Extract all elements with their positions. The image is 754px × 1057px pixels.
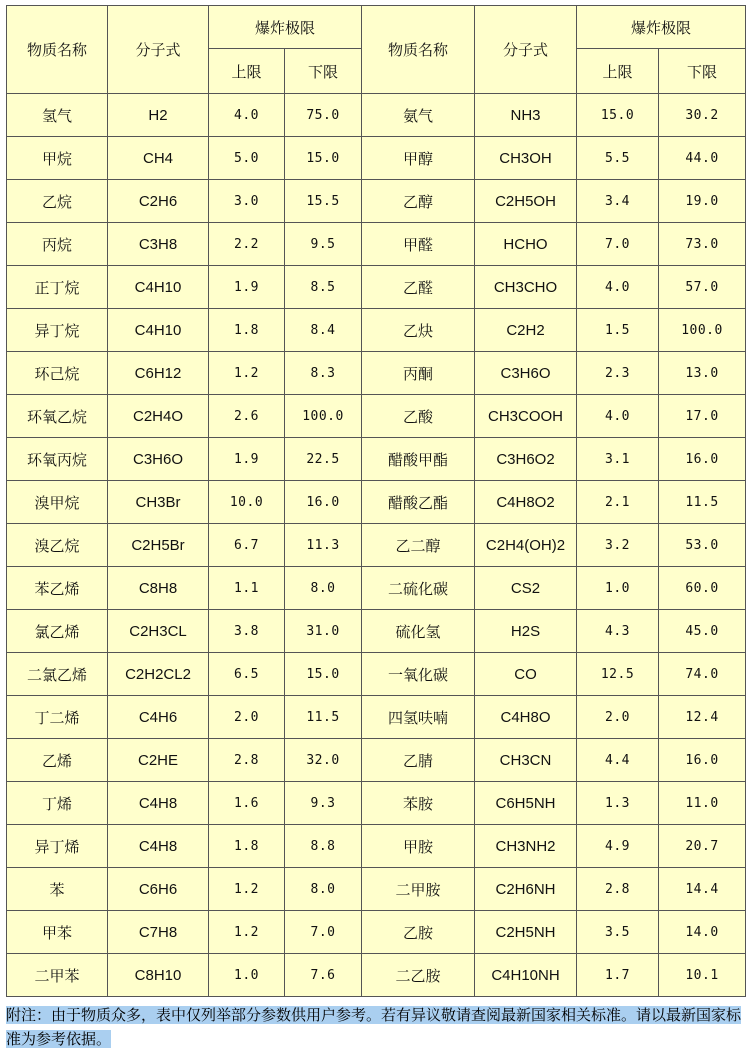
molecular-formula-right: CH3CN [475,739,577,782]
footnote [6,1003,751,1051]
lower-limit-right: 73.0 [659,223,746,266]
upper-limit-left: 2.8 [209,739,285,782]
molecular-formula-right: C2H6NH [475,868,577,911]
upper-limit-left: 2.2 [209,223,285,266]
upper-limit-right: 7.0 [577,223,659,266]
upper-limit-right: 3.4 [577,180,659,223]
lower-limit-right: 10.1 [659,954,746,997]
molecular-formula-left: H2 [108,94,209,137]
substance-name-left: 甲烷 [7,137,108,180]
lower-limit-left: 8.8 [285,825,362,868]
molecular-formula-left: CH4 [108,137,209,180]
table-row [7,481,746,524]
molecular-formula-right: C3H6O2 [475,438,577,481]
upper-limit-left: 5.0 [209,137,285,180]
molecular-formula-right: CH3CHO [475,266,577,309]
lower-limit-left: 11.3 [285,524,362,567]
header-limits-left: 爆炸极限 [209,6,362,49]
lower-limit-left: 7.6 [285,954,362,997]
molecular-formula-right: NH3 [475,94,577,137]
molecular-formula-left: C4H8 [108,782,209,825]
table-body [7,94,746,997]
upper-limit-left: 3.8 [209,610,285,653]
lower-limit-left: 15.5 [285,180,362,223]
table-row [7,266,746,309]
upper-limit-right: 3.2 [577,524,659,567]
lower-limit-left: 100.0 [285,395,362,438]
molecular-formula-left: C2H4O [108,395,209,438]
lower-limit-right: 100.0 [659,309,746,352]
substance-name-left: 异丁烷 [7,309,108,352]
upper-limit-left: 1.2 [209,868,285,911]
substance-name-right: 一氧化碳 [362,653,475,696]
substance-name-left: 苯 [7,868,108,911]
substance-name-right: 乙二醇 [362,524,475,567]
substance-name-left: 异丁烯 [7,825,108,868]
upper-limit-right: 3.1 [577,438,659,481]
lower-limit-left: 9.5 [285,223,362,266]
substance-name-right: 二甲胺 [362,868,475,911]
upper-limit-right: 4.9 [577,825,659,868]
molecular-formula-left: C6H6 [108,868,209,911]
molecular-formula-right: C3H6O [475,352,577,395]
substance-name-right: 乙胺 [362,911,475,954]
lower-limit-right: 19.0 [659,180,746,223]
lower-limit-right: 13.0 [659,352,746,395]
molecular-formula-left: C4H10 [108,309,209,352]
upper-limit-left: 10.0 [209,481,285,524]
lower-limit-right: 20.7 [659,825,746,868]
substance-name-right: 醋酸乙酯 [362,481,475,524]
substance-name-left: 乙烷 [7,180,108,223]
molecular-formula-right: CH3COOH [475,395,577,438]
lower-limit-left: 75.0 [285,94,362,137]
substance-name-right: 甲醇 [362,137,475,180]
lower-limit-right: 12.4 [659,696,746,739]
lower-limit-right: 14.0 [659,911,746,954]
table-row [7,223,746,266]
substance-name-right: 二硫化碳 [362,567,475,610]
lower-limit-left: 8.5 [285,266,362,309]
molecular-formula-right: CO [475,653,577,696]
upper-limit-right: 2.3 [577,352,659,395]
molecular-formula-right: C4H8O [475,696,577,739]
substance-name-right: 乙炔 [362,309,475,352]
header-name-left: 物质名称 [7,6,108,94]
footnote-text: 附注：由于物质众多，表中仅列举部分参数供用户参考。若有异议敬请查阅最新国家相关标准。请以最新国家标准为参考依据。 [6,1006,742,1048]
upper-limit-right: 15.0 [577,94,659,137]
molecular-formula-right: CS2 [475,567,577,610]
table-row [7,653,746,696]
substance-name-right: 乙醇 [362,180,475,223]
upper-limit-right: 1.0 [577,567,659,610]
molecular-formula-left: C2H5Br [108,524,209,567]
table-row [7,180,746,223]
lower-limit-right: 74.0 [659,653,746,696]
table-row [7,782,746,825]
lower-limit-right: 57.0 [659,266,746,309]
table-row [7,954,746,997]
upper-limit-right: 1.7 [577,954,659,997]
molecular-formula-left: C2HE [108,739,209,782]
molecular-formula-left: C4H10 [108,266,209,309]
substance-name-right: 乙酸 [362,395,475,438]
molecular-formula-right: CH3OH [475,137,577,180]
upper-limit-right: 4.3 [577,610,659,653]
molecular-formula-left: C7H8 [108,911,209,954]
table-row [7,911,746,954]
header-upper-left: 上限 [209,49,285,94]
table-row [7,438,746,481]
upper-limit-right: 4.4 [577,739,659,782]
header-formula-right: 分子式 [475,6,577,94]
molecular-formula-left: C8H8 [108,567,209,610]
substance-name-left: 环氧乙烷 [7,395,108,438]
upper-limit-left: 2.6 [209,395,285,438]
table-row [7,825,746,868]
molecular-formula-left: C2H3CL [108,610,209,653]
lower-limit-left: 11.5 [285,696,362,739]
molecular-formula-left: C4H8 [108,825,209,868]
substance-name-left: 氢气 [7,94,108,137]
upper-limit-left: 2.0 [209,696,285,739]
molecular-formula-right: C4H10NH [475,954,577,997]
upper-limit-left: 4.0 [209,94,285,137]
upper-limit-right: 1.5 [577,309,659,352]
molecular-formula-right: C4H8O2 [475,481,577,524]
upper-limit-left: 1.9 [209,266,285,309]
lower-limit-right: 16.0 [659,739,746,782]
lower-limit-right: 11.5 [659,481,746,524]
lower-limit-right: 44.0 [659,137,746,180]
lower-limit-right: 16.0 [659,438,746,481]
upper-limit-right: 5.5 [577,137,659,180]
lower-limit-right: 14.4 [659,868,746,911]
molecular-formula-left: CH3Br [108,481,209,524]
lower-limit-left: 8.4 [285,309,362,352]
lower-limit-left: 16.0 [285,481,362,524]
lower-limit-left: 7.0 [285,911,362,954]
substance-name-right: 苯胺 [362,782,475,825]
header-lower-left: 下限 [285,49,362,94]
lower-limit-left: 15.0 [285,137,362,180]
lower-limit-right: 11.0 [659,782,746,825]
lower-limit-left: 32.0 [285,739,362,782]
molecular-formula-left: C4H6 [108,696,209,739]
header-upper-right: 上限 [577,49,659,94]
table-row [7,567,746,610]
substance-name-right: 乙醛 [362,266,475,309]
upper-limit-left: 1.2 [209,911,285,954]
substance-name-right: 乙腈 [362,739,475,782]
table-row [7,610,746,653]
upper-limit-left: 6.5 [209,653,285,696]
upper-limit-left: 1.8 [209,309,285,352]
molecular-formula-right: H2S [475,610,577,653]
lower-limit-right: 30.2 [659,94,746,137]
table-row [7,868,746,911]
substance-name-right: 四氢呋喃 [362,696,475,739]
upper-limit-left: 1.9 [209,438,285,481]
substance-name-right: 醋酸甲酯 [362,438,475,481]
molecular-formula-left: C6H12 [108,352,209,395]
molecular-formula-right: C2H5NH [475,911,577,954]
molecular-formula-right: HCHO [475,223,577,266]
molecular-formula-right: C2H4(OH)2 [475,524,577,567]
upper-limit-left: 1.2 [209,352,285,395]
table-row [7,352,746,395]
table-row [7,696,746,739]
upper-limit-right: 1.3 [577,782,659,825]
substance-name-right: 甲醛 [362,223,475,266]
substance-name-left: 溴乙烷 [7,524,108,567]
upper-limit-left: 1.8 [209,825,285,868]
substance-name-left: 二甲苯 [7,954,108,997]
molecular-formula-left: C2H2CL2 [108,653,209,696]
substance-name-left: 丁烯 [7,782,108,825]
lower-limit-left: 9.3 [285,782,362,825]
table-row [7,395,746,438]
header-lower-right: 下限 [659,49,746,94]
molecular-formula-right: C2H2 [475,309,577,352]
upper-limit-left: 1.6 [209,782,285,825]
substance-name-left: 正丁烷 [7,266,108,309]
substance-name-left: 环己烷 [7,352,108,395]
table-row [7,137,746,180]
table-row [7,739,746,782]
lower-limit-left: 15.0 [285,653,362,696]
substance-name-left: 氯乙烯 [7,610,108,653]
lower-limit-left: 22.5 [285,438,362,481]
substance-name-right: 甲胺 [362,825,475,868]
molecular-formula-right: C2H5OH [475,180,577,223]
header-limits-right: 爆炸极限 [577,6,746,49]
substance-name-left: 环氧丙烷 [7,438,108,481]
lower-limit-right: 45.0 [659,610,746,653]
lower-limit-left: 31.0 [285,610,362,653]
substance-name-left: 丁二烯 [7,696,108,739]
substance-name-left: 二氯乙烯 [7,653,108,696]
table-row [7,524,746,567]
upper-limit-right: 2.0 [577,696,659,739]
table-row [7,309,746,352]
substance-name-right: 二乙胺 [362,954,475,997]
upper-limit-left: 6.7 [209,524,285,567]
lower-limit-left: 8.3 [285,352,362,395]
upper-limit-right: 4.0 [577,395,659,438]
upper-limit-right: 12.5 [577,653,659,696]
lower-limit-right: 17.0 [659,395,746,438]
lower-limit-left: 8.0 [285,868,362,911]
lower-limit-right: 53.0 [659,524,746,567]
header-name-right: 物质名称 [362,6,475,94]
substance-name-right: 丙酮 [362,352,475,395]
upper-limit-right: 4.0 [577,266,659,309]
upper-limit-right: 2.1 [577,481,659,524]
upper-limit-left: 3.0 [209,180,285,223]
substance-name-left: 丙烷 [7,223,108,266]
header-formula-left: 分子式 [108,6,209,94]
upper-limit-left: 1.0 [209,954,285,997]
upper-limit-right: 2.8 [577,868,659,911]
molecular-formula-left: C8H10 [108,954,209,997]
table-row [7,94,746,137]
upper-limit-left: 1.1 [209,567,285,610]
substance-name-left: 苯乙烯 [7,567,108,610]
molecular-formula-left: C2H6 [108,180,209,223]
lower-limit-left: 8.0 [285,567,362,610]
molecular-formula-left: C3H8 [108,223,209,266]
substance-name-left: 溴甲烷 [7,481,108,524]
substance-name-right: 氨气 [362,94,475,137]
upper-limit-right: 3.5 [577,911,659,954]
explosion-limits-table [6,5,746,997]
substance-name-right: 硫化氢 [362,610,475,653]
substance-name-left: 甲苯 [7,911,108,954]
molecular-formula-right: CH3NH2 [475,825,577,868]
molecular-formula-left: C3H6O [108,438,209,481]
molecular-formula-right: C6H5NH [475,782,577,825]
lower-limit-right: 60.0 [659,567,746,610]
header-row [7,6,746,49]
substance-name-left: 乙烯 [7,739,108,782]
